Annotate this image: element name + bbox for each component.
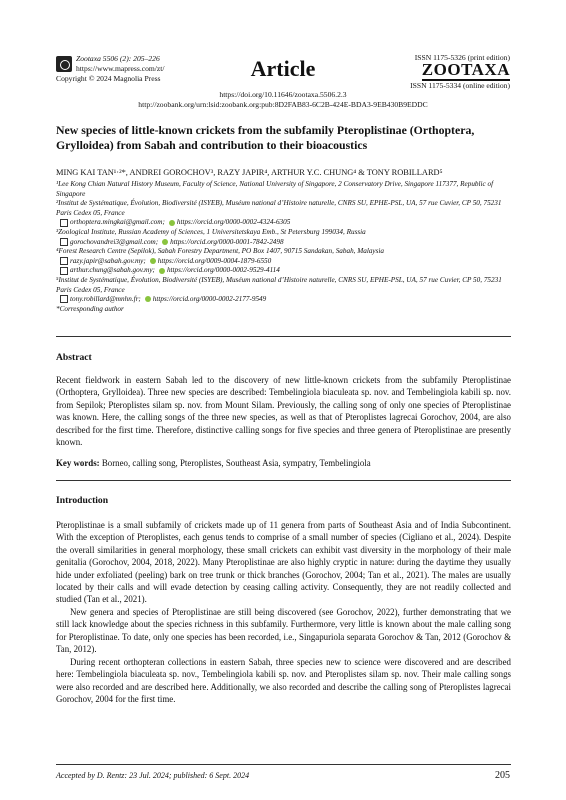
introduction-heading: Introduction <box>56 495 109 506</box>
issn-print: ISSN 1175-5326 (print edition) <box>414 53 510 62</box>
contact-3 <box>56 257 516 267</box>
email-link[interactable]: gorochovandrei3@gmail.com; <box>70 237 159 246</box>
email-icon <box>60 295 68 303</box>
zootaxa-brand: ZOOTAXA <box>421 60 510 79</box>
paper-title: New species of little-known crickets from the subfamily Pteroplistinae (Orthoptera, Grylloidea) from Sabah and contribution to their bioacoustics <box>56 123 475 152</box>
intro-paragraph-3: During recent orthopteran collections in eastern Sabah, three species new to science were discovered and are described here: Tembelingiola biaculeata sp. nov., Tembelingiola kabili sp. nov. and Pteroplistes silam sp. nov. Their male calling songs were also recorded and are described here. Additionally, we also recorded and describe the calling song of Pteroplistes lagrecai Gorochov, 2004 for the first time. <box>56 657 511 705</box>
journal-url[interactable]: https://www.mapress.com/zt/ <box>76 64 165 73</box>
orcid-link[interactable]: https://orcid.org/0009-0004-1879-6550 <box>157 256 272 265</box>
doi-link[interactable]: https://doi.org/10.11646/zootaxa.5506.2.3 <box>219 90 347 99</box>
divider <box>56 480 511 481</box>
orcid-icon <box>159 268 165 274</box>
copyright: Copyright © 2024 Magnolia Press <box>56 74 161 83</box>
email-link[interactable]: arthur.chung@sabah.gov.my; <box>70 266 155 275</box>
affiliation-1: ¹Lee Kong Chian Natural History Museum, Faculty of Science, National University of Singapore, 2 Conservatory Drive, Singapore 117377, Republic of Singapore <box>56 180 494 198</box>
affiliation-5: ⁵Institut de Systématique, Évolution, Biodiversité (ISYEB), Muséum national d’Histoire naturelle, CNRS SU, EPHE-PSL, UA, 57 rue Cuvier, CP 50, 75231 Paris Cedex 05, France <box>56 275 502 294</box>
orcid-link[interactable]: https://orcid.org/0000-0002-4324-6305 <box>176 218 291 227</box>
contact-4 <box>56 266 516 276</box>
author-list: MING KAI TAN¹·²*, ANDREI GOROCHOV³, RAZY JAPIR⁴, ARTHUR Y.C. CHUNG⁴ & TONY ROBILLARD⁵ <box>56 168 443 177</box>
email-link[interactable]: tony.robillard@mnhn.fr; <box>70 295 141 304</box>
zoobank-link[interactable]: http://zoobank.org/urn:lsid:zoobank.org:pub:8D2FAB83-6C2B-424E-BDA3-9EB430B9EDDC <box>138 100 428 109</box>
page-number: 205 <box>495 770 510 781</box>
orcid-icon <box>145 296 151 302</box>
keywords <box>56 457 511 469</box>
orcid-icon <box>150 258 156 264</box>
issn-online: ISSN 1175-5334 (online edition) <box>410 81 510 90</box>
keywords-text: Borneo, calling song, Pteroplistes, Southeast Asia, sympatry, Tembelingiola <box>101 458 371 468</box>
affiliation-4: ⁴Forest Research Centre (Sepilok), Sabah Forestry Department, PO Box 1407, 90715 Sandakan, Sabah, Malaysia <box>56 247 385 256</box>
intro-paragraph-2: New genera and species of Pteroplistinae are still being discovered (see Gorochov, 2022), further demonstrating that we still lack knowledge about the species richness in this subfamily. Furthermore, very little is known about the male calling song for Pteroplistinae. To date, only one species has been recorded, i.e., Singapuriola separata Gorochov & Tan, 2012 (Gorochov & Tan, 2012). <box>56 607 511 655</box>
orcid-link[interactable]: https://orcid.org/0000-0001-7842-2498 <box>170 237 284 246</box>
email-link[interactable]: razy.japir@sabah.gov.my; <box>70 256 146 265</box>
footer-divider <box>56 764 511 765</box>
email-icon <box>60 219 68 227</box>
orcid-link[interactable]: https://orcid.org/0000-0002-2177-9549 <box>152 295 267 304</box>
orcid-icon <box>162 239 168 245</box>
affiliations <box>56 180 516 314</box>
doi-block <box>0 90 566 110</box>
affiliation-3: ³Zoological Institute, Russian Academy of Sciences, 1 Universitetskaya Emb., St Petersburg 199034, Russia <box>56 227 366 236</box>
email-icon <box>60 238 68 246</box>
email-link[interactable]: orthoptera.mingkai@gmail.com; <box>70 218 165 227</box>
intro-paragraph-1: Pteroplistinae is a small subfamily of crickets made up of 11 genera from parts of Southeast Asia and of India Subcontinent. With the exception of Pteroplistes, each genus tends to comprise of a small number of species (Cigliano et al., 2024). Despite the overall similarities in general morphology, these small crickets can exhibit vast diversity in the morphology of their male genitalia (Gorochov, 2004, 2018, 2022). Many Pteroplistinae are also highly cryptic in nature: during the daytime they usually hide under exfoliated (peeling) bark on tree trunk or thick branches (Gorochov, 2004; Tan et al., 2021). The males are usually located by their calls and will evade detection by ceasing calling activity. Consequently, they are not readily collected and studied (Tan et al., 2021). <box>56 520 511 605</box>
orcid-link[interactable]: https://orcid.org/0000-0002-9529-4114 <box>166 266 280 275</box>
contact-5 <box>56 295 516 305</box>
abstract-heading: Abstract <box>56 352 92 363</box>
contact-2 <box>56 238 516 248</box>
affiliation-2: ²Institut de Systématique, Évolution, Biodiversité (ISYEB), Muséum national d’Histoire naturelle, CNRS SU, EPHE-PSL, UA, 57 rue Cuvier, CP 50, 75231 Paris Cedex 05, France <box>56 199 502 217</box>
article-label: Article <box>250 56 316 81</box>
corresponding-note: *Corresponding author <box>56 304 124 313</box>
orcid-icon <box>169 220 175 226</box>
keywords-label: Key words: <box>56 458 100 468</box>
acceptance-line: Accepted by D. Rentz: 23 Jul. 2024; published: 6 Sept. 2024 <box>56 771 250 780</box>
email-icon <box>60 267 68 275</box>
email-icon <box>60 257 68 265</box>
divider <box>56 336 511 337</box>
contact-1 <box>56 218 516 228</box>
journal-line: Zootaxa 5506 (2): 205–226 <box>76 54 160 63</box>
abstract-text: Recent fieldwork in eastern Sabah led to the discovery of new little-known crickets from the subfamily Pteroplistinae (Orthoptera, Grylloidea). Three new species are described: Tembelingiola biaculeata sp. nov. and Tembelingiola kabili sp. nov. from Sepilok; Pteroplistes silam sp. nov. from Mount Silam. Previously, the calling song of only one species of Pteroplistinae was known. Here, the calling songs of the three new species, as well as that of Pteroplistes lagrecai Gorochov, 2004, are also described for the first time. Therefore, distinctive calling songs for five species and three genera of Pteroplistinae are presently known. <box>56 375 511 448</box>
